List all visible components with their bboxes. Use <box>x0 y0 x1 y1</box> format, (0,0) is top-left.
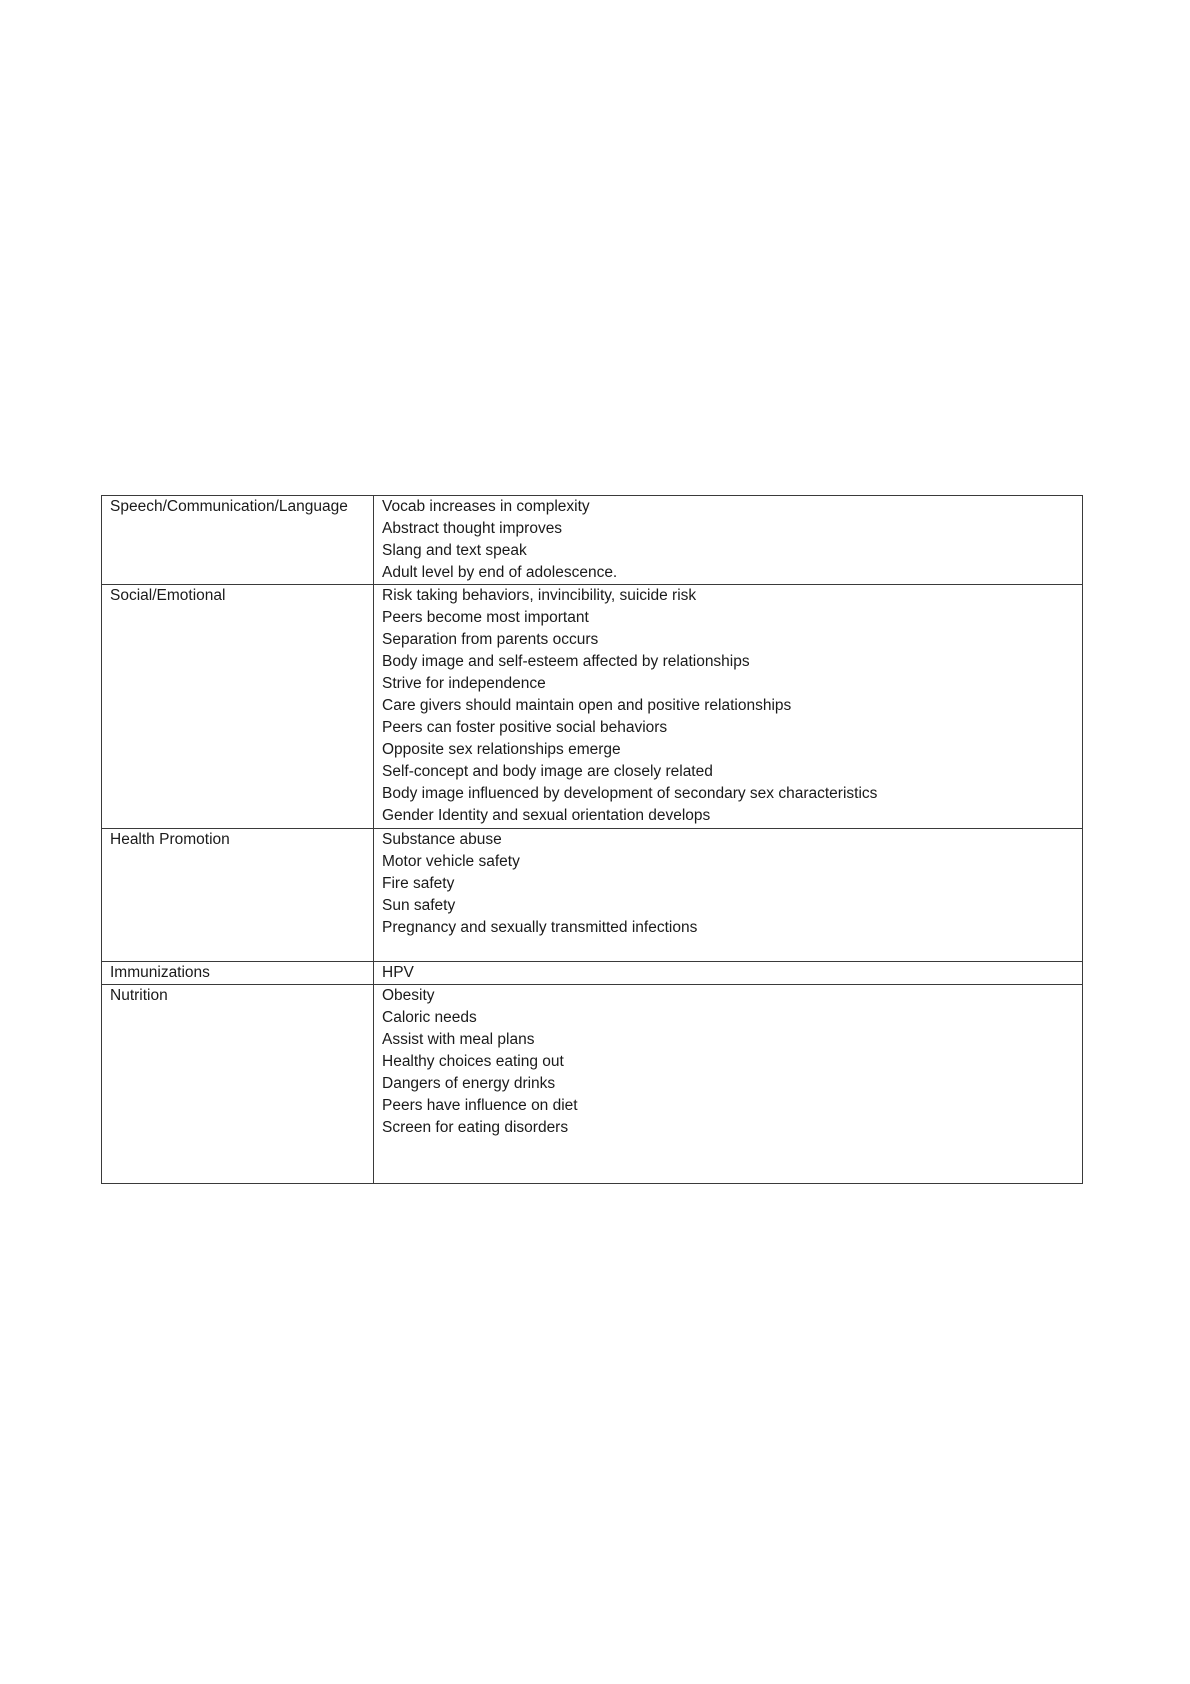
list-item: HPV <box>382 964 414 981</box>
items-cell <box>374 829 1083 962</box>
category-cell <box>102 829 374 962</box>
list-item: Risk taking behaviors, invincibility, suicide risk <box>382 587 697 604</box>
list-item: Pregnancy and sexually transmitted infections <box>382 919 698 936</box>
category-label: Immunizations <box>110 964 210 981</box>
list-item: Gender Identity and sexual orientation develops <box>382 807 711 824</box>
list-item: Body image influenced by development of secondary sex characteristics <box>382 785 878 802</box>
category-cell <box>102 985 374 1184</box>
list-item: Assist with meal plans <box>382 1031 535 1048</box>
list-item: Healthy choices eating out <box>382 1053 564 1070</box>
list-item: Fire safety <box>382 875 455 892</box>
list-item: Screen for eating disorders <box>382 1119 569 1136</box>
category-cell <box>102 962 374 985</box>
items-cell <box>374 985 1083 1184</box>
list-item: Separation from parents occurs <box>382 631 599 648</box>
category-label: Speech/Communication/Language <box>110 498 348 515</box>
list-item: Adult level by end of adolescence. <box>382 564 618 581</box>
items-cell <box>374 962 1083 985</box>
list-item: Slang and text speak <box>382 542 527 559</box>
list-item: Self-concept and body image are closely related <box>382 763 713 780</box>
category-label: Health Promotion <box>110 831 230 848</box>
list-item: Obesity <box>382 987 435 1004</box>
list-item: Care givers should maintain open and positive relationships <box>382 697 792 714</box>
list-item: Dangers of energy drinks <box>382 1075 556 1092</box>
list-item: Caloric needs <box>382 1009 477 1026</box>
list-item: Substance abuse <box>382 831 502 848</box>
list-item: Body image and self-esteem affected by relationships <box>382 653 750 670</box>
items-cell <box>374 585 1083 829</box>
list-item: Abstract thought improves <box>382 520 563 537</box>
list-item: Peers have influence on diet <box>382 1097 578 1114</box>
items-cell <box>374 496 1083 585</box>
category-label: Nutrition <box>110 987 168 1004</box>
development-table <box>101 495 1083 1184</box>
table-row <box>102 829 1083 962</box>
category-label: Social/Emotional <box>110 587 226 604</box>
table-row <box>102 962 1083 985</box>
item-list <box>382 585 1074 827</box>
table-row <box>102 985 1083 1184</box>
item-list <box>382 829 1074 939</box>
list-item: Opposite sex relationships emerge <box>382 741 621 758</box>
category-cell <box>102 585 374 829</box>
list-item: Peers become most important <box>382 609 589 626</box>
item-list <box>382 985 1074 1139</box>
list-item: Strive for independence <box>382 675 546 692</box>
list-item: Vocab increases in complexity <box>382 498 590 515</box>
table-row <box>102 585 1083 829</box>
list-item: Peers can foster positive social behaviors <box>382 719 668 736</box>
item-list <box>382 962 1074 984</box>
list-item: Motor vehicle safety <box>382 853 520 870</box>
table-row <box>102 496 1083 585</box>
item-list <box>382 496 1074 584</box>
list-item: Sun safety <box>382 897 456 914</box>
category-cell <box>102 496 374 585</box>
